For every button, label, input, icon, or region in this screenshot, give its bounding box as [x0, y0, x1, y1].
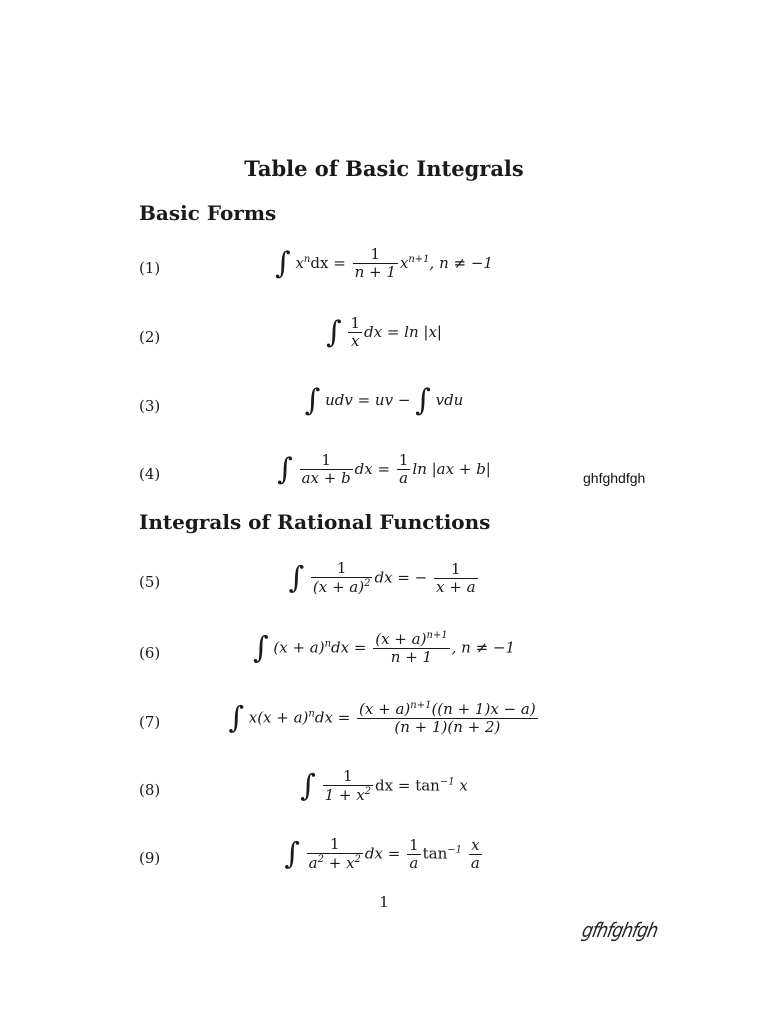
numerator: 1	[307, 836, 363, 854]
numerator: 1	[353, 246, 398, 264]
fraction	[469, 837, 482, 873]
dx-equals: dx =	[314, 708, 351, 727]
exponent: n+1	[408, 253, 430, 265]
numerator-base: (x + a)	[375, 630, 427, 648]
denominator-mid: + x	[323, 854, 355, 873]
exponent: −1	[447, 844, 463, 856]
formula-6	[139, 630, 629, 667]
page-title: Table of Basic Integrals	[244, 156, 524, 181]
exponent: n+1	[410, 700, 432, 711]
fraction	[307, 836, 363, 873]
term: x	[459, 776, 468, 795]
denominator: (n + 1)(n + 2)	[394, 718, 501, 737]
formula-7	[139, 700, 629, 737]
equation-number-3: (3)	[139, 397, 161, 415]
exponent: 2	[354, 854, 361, 866]
fraction	[323, 768, 373, 805]
integral-sign: ∫	[300, 768, 316, 804]
numerator	[373, 630, 449, 649]
denominator: n + 1	[354, 263, 396, 282]
numerator	[357, 700, 538, 719]
formula-5	[139, 560, 629, 597]
denominator-base: a	[308, 854, 318, 873]
equation-number-5: (5)	[139, 573, 161, 591]
equation-number-8: (8)	[139, 781, 161, 799]
exponent: 2	[317, 854, 324, 866]
integral-sign: ∫	[228, 700, 244, 736]
exponent: 2	[364, 786, 372, 798]
equation-number-2: (2)	[139, 328, 161, 346]
dx-equals: dx =	[354, 459, 391, 478]
dx-equals: dx =	[364, 844, 401, 863]
rhs: dx = ln |x|	[364, 322, 442, 341]
numerator-tail: ((n + 1)x − a)	[431, 700, 536, 718]
numerator-base: (x + a)	[359, 700, 411, 718]
lhs: udv = uv −	[325, 391, 411, 409]
denominator: a	[470, 853, 480, 872]
fraction	[397, 452, 411, 488]
formula-4	[139, 452, 629, 488]
lhs: x(x + a)	[248, 708, 309, 727]
denominator	[307, 854, 363, 872]
fraction	[373, 630, 449, 667]
condition: , n ≠ −1	[429, 253, 493, 272]
integral-sign: ∫	[275, 245, 291, 281]
page-number: 1	[379, 893, 389, 911]
integral-sign: ∫	[415, 383, 431, 418]
denominator-base: 1 + x	[324, 786, 365, 805]
dx-equals: dx = −	[374, 568, 428, 587]
denominator-base: (x + a)	[312, 578, 365, 597]
formula-2	[139, 315, 629, 351]
equation-number-9: (9)	[139, 849, 161, 867]
equation-number-6: (6)	[139, 644, 161, 662]
dx-equals: dx =	[310, 253, 346, 272]
fraction	[357, 700, 538, 737]
integral-sign: ∫	[284, 836, 300, 872]
section-heading-basic-forms: Basic Forms	[139, 201, 277, 225]
numerator: 1	[409, 835, 419, 854]
exponent: −1	[439, 776, 455, 788]
numerator: x	[469, 837, 482, 855]
numerator: 1	[323, 768, 373, 786]
formula-1	[139, 246, 629, 282]
rhs: vdu	[435, 391, 464, 409]
exponent: n	[308, 708, 315, 720]
exponent: n	[324, 638, 332, 650]
formula-9	[139, 836, 629, 873]
exponent: n	[303, 253, 311, 265]
section-heading-rational-functions: Integrals of Rational Functions	[139, 510, 491, 534]
denominator: x	[350, 332, 360, 351]
integral-sign: ∫	[288, 560, 305, 596]
equation-number-4: (4)	[139, 465, 161, 483]
integral-sign: ∫	[304, 383, 321, 418]
denominator	[323, 786, 373, 804]
condition: , n ≠ −1	[451, 638, 516, 657]
denominator: ax + b	[301, 469, 351, 488]
denominator: n + 1	[390, 648, 433, 667]
term: x	[399, 253, 409, 272]
fraction	[348, 315, 362, 351]
integral-sign: ∫	[326, 314, 342, 350]
numerator: 1	[398, 451, 409, 469]
rhs: ln |ax + b|	[412, 459, 491, 478]
dx-equals: dx =	[331, 638, 367, 657]
integral-sign: ∫	[277, 451, 293, 487]
fraction	[407, 837, 421, 873]
fraction	[434, 561, 478, 597]
handwritten-signature: gfhfghfgh	[579, 918, 661, 942]
formula-8	[139, 768, 629, 805]
denominator: x + a	[436, 577, 476, 596]
fraction	[300, 452, 353, 488]
formula-3	[139, 383, 629, 418]
denominator: a	[399, 469, 409, 488]
equation-number-7: (7)	[139, 713, 161, 731]
numerator: 1	[434, 561, 478, 579]
numerator: 1	[300, 452, 353, 470]
exponent: n+1	[426, 630, 448, 641]
denominator: a	[409, 853, 419, 872]
lhs: (x + a)	[273, 638, 325, 657]
exponent: 2	[364, 578, 371, 590]
equation-number-1: (1)	[139, 259, 161, 277]
fraction	[311, 560, 373, 597]
annotation-text: ghfghdfgh	[583, 470, 646, 486]
numerator: 1	[350, 314, 360, 332]
fraction	[353, 246, 398, 282]
denominator	[311, 578, 373, 596]
numerator: 1	[311, 560, 373, 578]
rhs: dx = tan	[375, 776, 440, 795]
integrand: x	[295, 253, 304, 272]
rhs: tan	[422, 844, 448, 863]
integral-sign: ∫	[252, 630, 269, 666]
